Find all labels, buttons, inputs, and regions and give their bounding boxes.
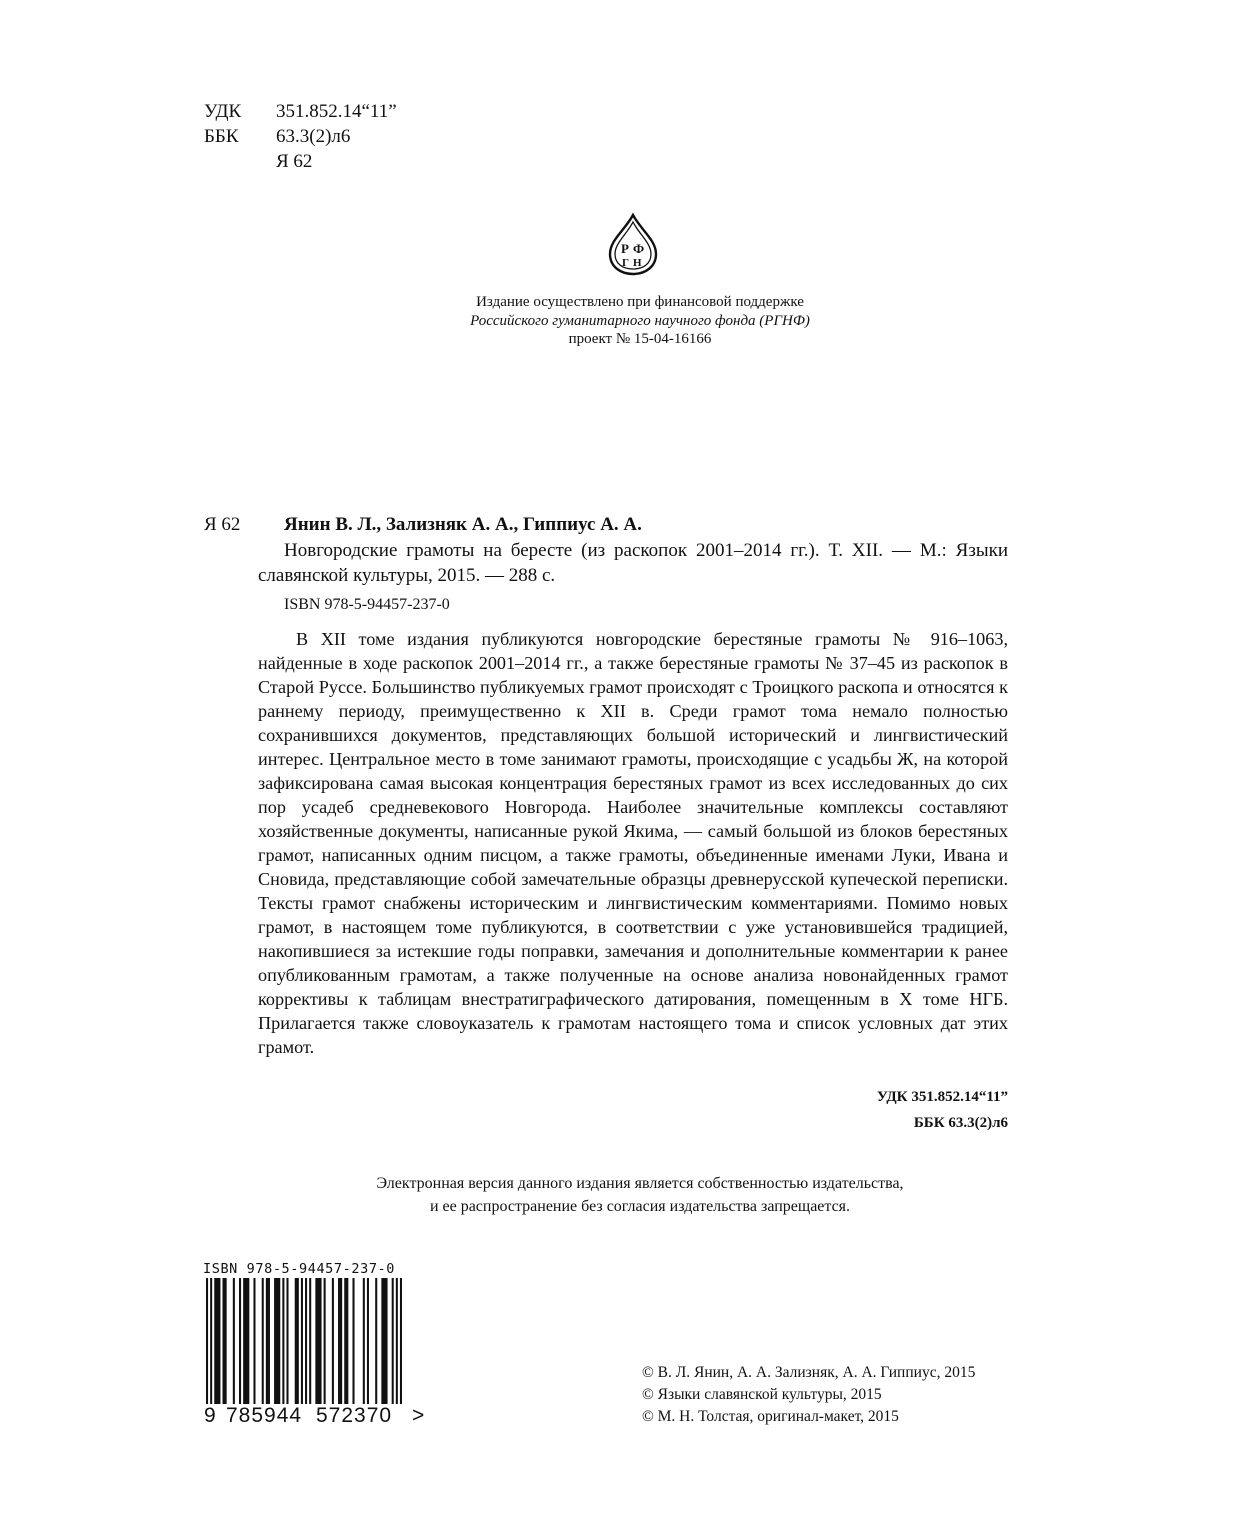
notice-line-2: и ее распространение без согласия издательства запрещается. [429, 1198, 851, 1215]
svg-text:Н: Н [633, 257, 642, 269]
barcode-bar [295, 1278, 299, 1404]
udk-value: 351.852.14“11” [276, 101, 397, 122]
udk-bottom: УДК 351.852.14“11” [876, 1089, 1008, 1105]
udk-label: УДК [204, 101, 242, 122]
sponsor-line-1: Издание осуществлено при финансовой поддержке [476, 294, 804, 310]
bbk-value: 63.3(2)л6 [276, 126, 351, 147]
barcode-digits [204, 1404, 424, 1428]
barcode-bar [309, 1278, 311, 1404]
barcode-bar [375, 1278, 377, 1404]
barcode-bar [274, 1278, 280, 1404]
svg-text:Г: Г [622, 257, 629, 269]
barcode-bar [239, 1278, 241, 1404]
barcode-bar [396, 1278, 398, 1418]
barcode-bar [344, 1278, 348, 1404]
notice-line-1: Электронная версия данного издания является собственностью издательства, [376, 1175, 904, 1192]
sponsor-line-3: проект № 15-04-16166 [568, 331, 712, 347]
copyright-notice [280, 1172, 1000, 1218]
sponsor-line-2: Российского гуманитарного научного фонда (РГНФ) [470, 312, 810, 329]
author-mark-top-row [204, 150, 312, 173]
abstract-paragraph: В XII томе издания публикуются новгородские берестяные грамоты № 916–1063, найденные в ходе раскопок 2001–2014 гг., а также берестяные грамоты № 37–45 из раскопок в Старой Руссе. Большинство публикуемых грамот происходят с Троицкого раскопа и относятся к раннему периоду, преимущественно к XII в. Среди грамот тома немало полностью сохранившихся документов, представляющих большой исторический и лингвистический интерес. Центральное место в томе занимают грамоты, происходящие с усадьбы Ж, на которой зафиксирована самая высокая концентрация берестяных грамот из всех исследованных до сих пор усадеб средневекового Новгорода. Наиболее значительные комплексы составляют хозяйственные документы, написанные рукой Якима, — самый большой из блоков берестяных грамот, написанных одним писцом, а также грамоты, объединенные именами Луки, Ивана и Сновида, представляющие собой замечательные образцы древнерусской купеческой переписки. Тексты грамот снабжены историческим и лингвистическим комментариями. Помимо новых грамот, в настоящем томе публикуются, в соответствии с уже установившейся традицией, накопившиеся за истекшие годы поправки, замечания и дополнительные комментарии к ранее опубликованным грамотам, а также полученные на основе анализа новонайденных грамот коррективы к таблицам внестратиграфического датирования, помещенным в X томе НГБ. Прилагается также словоуказатель к грамотам настоящего тома и список условных дат этих грамот. [258, 629, 1008, 1057]
barcode-bar [400, 1278, 402, 1418]
entry-authors: Янин В. Л., Зализняк А. А., Гиппиус А. А. [284, 514, 642, 535]
barcode-bar [352, 1278, 354, 1404]
copyright-line-2: © Языки славянской культуры, 2015 [642, 1386, 882, 1403]
barcode-icon [206, 1278, 402, 1418]
barcode-group-1: 785944 [226, 1404, 303, 1427]
barcode-bar [286, 1278, 288, 1404]
copyright-block [642, 1362, 975, 1428]
barcode-bar [214, 1278, 220, 1404]
barcode-bar [367, 1278, 369, 1404]
barcode-bar [338, 1278, 342, 1404]
barcode-bar [332, 1278, 334, 1404]
barcode-marker: > [412, 1404, 425, 1427]
barcode-bar [223, 1278, 227, 1404]
barcode-bar [253, 1278, 255, 1404]
copyright-line-1: © В. Л. Янин, А. А. Зализняк, А. А. Гиппиус, 2015 [642, 1364, 976, 1381]
udk-top-row [204, 100, 397, 123]
barcode-bar [363, 1278, 365, 1404]
barcode-bar [305, 1278, 307, 1418]
copyright-line-3: © М. Н. Толстая, оригинал-макет, 2015 [642, 1408, 899, 1425]
barcode-bar [282, 1278, 284, 1404]
barcode-group-2: 572370 [316, 1404, 393, 1427]
barcode-bar [210, 1278, 212, 1418]
barcode-isbn-text: ISBN 978-5-94457-237-0 [203, 1261, 396, 1277]
barcode-bar [262, 1278, 264, 1404]
entry-author-mark: Я 62 [204, 514, 241, 535]
barcode-bar [233, 1278, 235, 1404]
barcode-bar [243, 1278, 249, 1404]
rgnf-logo-icon [607, 212, 659, 276]
bbk-top-row [204, 125, 350, 148]
barcode-bar [392, 1278, 394, 1404]
barcode-first-digit: 9 [204, 1404, 216, 1427]
barcode-bar [301, 1278, 303, 1418]
barcode-bar [315, 1278, 321, 1404]
barcode-bar [381, 1278, 387, 1404]
entry-isbn: ISBN 978-5-94457-237-0 [284, 596, 450, 613]
barcode-bar [266, 1278, 270, 1404]
barcode-bar [206, 1278, 208, 1418]
sponsor-note [380, 293, 900, 349]
bbk-label: ББК [204, 126, 239, 147]
entry-bibliography: Новгородские грамоты на бересте (из раскопок 2001–2014 гг.). Т. XII. — М.: Языки славянской культуры, 2015. — 288 с. [258, 540, 1008, 586]
svg-text:Ф: Ф [633, 241, 645, 256]
author-mark-value: Я 62 [276, 151, 313, 172]
bbk-bottom: ББК 63.3(2)л6 [913, 1115, 1008, 1131]
barcode-bar [324, 1278, 326, 1404]
svg-text:Р: Р [621, 241, 629, 256]
